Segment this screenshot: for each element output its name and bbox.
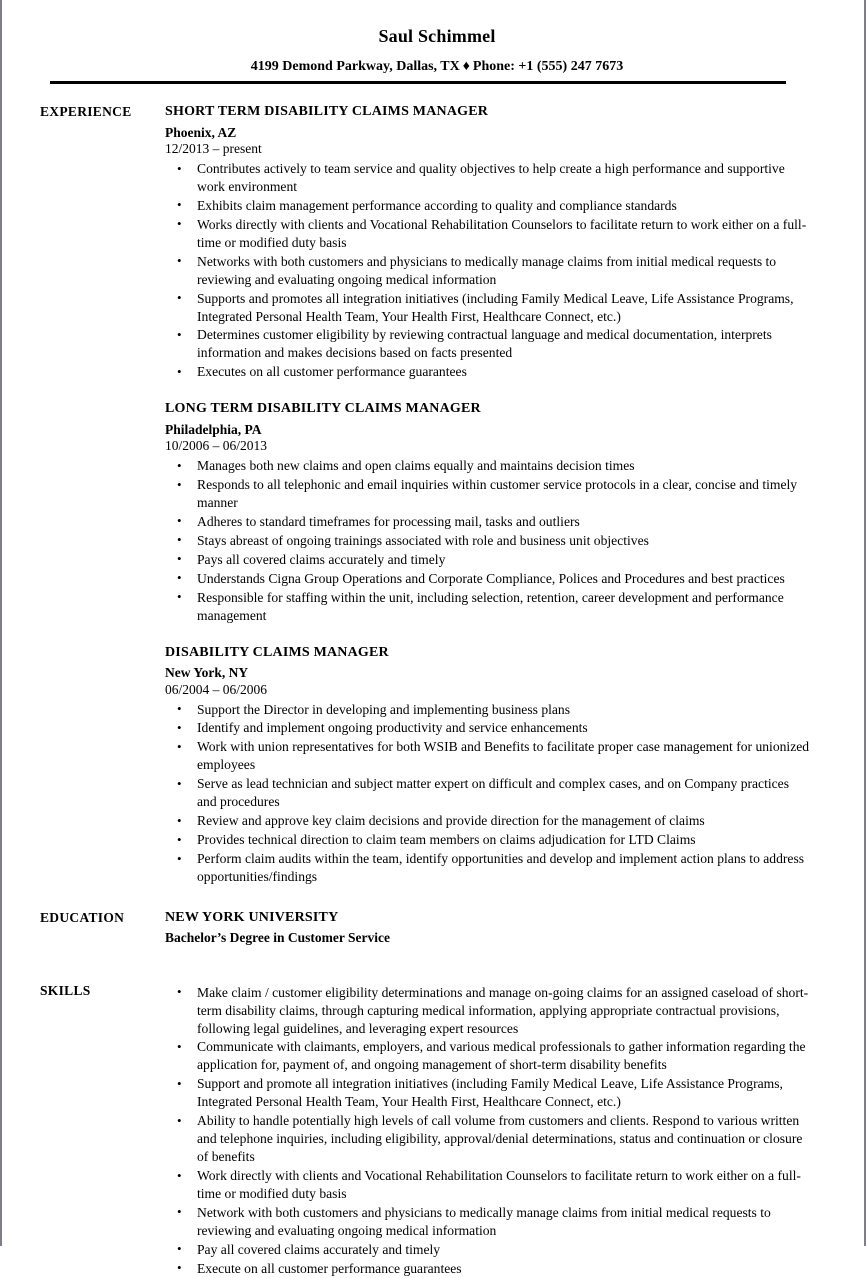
job-bullet-list	[165, 160, 810, 381]
list-item: • Determines customer eligibility by reviewing contractual language and medical documentation, interprets information and makes decisions based on facts presented	[165, 326, 810, 362]
job-bullet-list	[165, 701, 810, 886]
education-entries	[165, 909, 834, 948]
job-title: DISABILITY CLAIMS MANAGER	[165, 644, 389, 660]
education-entry	[165, 909, 810, 948]
contact-phone: Phone: +1 (555) 247 7673	[472, 58, 624, 74]
skills-section	[40, 982, 834, 1278]
education-degree: Bachelor’s Degree in Customer Service	[165, 930, 390, 946]
list-item: • Network with both customers and physicians to medically manage claims from initial medical requests to reviewing and evaluating ongoing medical information	[165, 1204, 810, 1240]
job-bullet-list	[165, 457, 810, 624]
list-item: • Exhibits claim management performance according to quality and compliance standards	[165, 197, 810, 215]
job-location: Philadelphia, PA	[165, 421, 262, 437]
contact-line	[40, 47, 834, 74]
job-title: SHORT TERM DISABILITY CLAIMS MANAGER	[165, 104, 489, 120]
list-item: • Ability to handle potentially high levels of call volume from customers and clients. Respond to various written and telephone inquiries, including eligibility, approval/denial determinations, status and continuation or closure of benefits	[165, 1112, 810, 1166]
list-item: • Perform claim audits within the team, identify opportunities and develop and implement action plans to address opportunities/findings	[165, 850, 810, 886]
experience-entry	[165, 644, 810, 886]
list-item: • Works directly with clients and Vocational Rehabilitation Counselors to facilitate return to work either on a full-time or modified duty basis	[165, 216, 810, 252]
list-item: • Make claim / customer eligibility determinations and manage on-going claims for an assigned caseload of short-term disability claims, through capturing medical information, applying appropriate contractual provisions, following legal guidelines, and leveraging expert resources	[165, 984, 810, 1038]
header-divider	[50, 81, 786, 84]
list-item: • Execute on all customer performance guarantees	[165, 1260, 810, 1278]
section-label-education: EDUCATION	[40, 909, 125, 925]
list-item: • Manages both new claims and open claims equally and maintains decision times	[165, 457, 810, 475]
job-dates: 12/2013 – present	[165, 141, 262, 157]
skills-entries	[165, 982, 834, 1278]
skills-bullet-list	[165, 984, 810, 1278]
list-item: • Work directly with clients and Vocational Rehabilitation Counselors to facilitate return to work either on a full-time or modified duty basis	[165, 1167, 810, 1203]
list-item: • Pay all covered claims accurately and timely	[165, 1241, 810, 1259]
list-item: • Serve as lead technician and subject matter expert on difficult and complex cases, and on Company practices and procedures	[165, 775, 810, 811]
list-item: • Understands Cigna Group Operations and Corporate Compliance, Polices and Procedures and best practices	[165, 570, 810, 588]
list-item: • Provides technical direction to claim team members on claims adjudication for LTD Claims	[165, 831, 810, 849]
list-item: • Responsible for staffing within the unit, including selection, retention, career development and performance management	[165, 589, 810, 625]
list-item: • Responds to all telephonic and email inquiries within customer service protocols in a clear, concise and timely manner	[165, 476, 810, 512]
contact-address: 4199 Demond Parkway, Dallas, TX	[250, 58, 460, 74]
list-item: • Stays abreast of ongoing trainings associated with role and business unit objectives	[165, 532, 810, 550]
list-item: • Identify and implement ongoing productivity and service enhancements	[165, 719, 810, 737]
job-location: Phoenix, AZ	[165, 124, 237, 140]
diamond-separator-icon: ♦	[462, 58, 470, 74]
list-item: • Adheres to standard timeframes for processing mail, tasks and outliers	[165, 513, 810, 531]
list-item: • Work with union representatives for both WSIB and Benefits to facilitate proper case management for unionized employees	[165, 738, 810, 774]
list-item: • Contributes actively to team service and quality objectives to help create a high performance and supportive work environment	[165, 160, 810, 196]
list-item: • Networks with both customers and physicians to medically manage claims from initial medical requests to reviewing and evaluating ongoing medical information	[165, 253, 810, 289]
list-item: • Communicate with claimants, employers, and various medical professionals to gather information regarding the application for, payment of, and ongoing management of short-term disability benefits	[165, 1038, 810, 1074]
page-title: Saul Schimmel	[378, 26, 496, 46]
job-title: LONG TERM DISABILITY CLAIMS MANAGER	[165, 401, 481, 417]
job-dates: 10/2006 – 06/2013	[165, 438, 268, 454]
list-item: • Pays all covered claims accurately and timely	[165, 551, 810, 569]
section-label-experience: EXPERIENCE	[40, 104, 132, 120]
experience-entry	[165, 103, 810, 381]
experience-entry	[165, 400, 810, 624]
experience-entries	[165, 103, 834, 886]
list-item: • Support and promote all integration initiatives (including Family Medical Leave, Life Assistance Programs, Integrated Personal Health Team, Your Health First, Healthcare Connect, etc.)	[165, 1075, 810, 1111]
job-dates: 06/2004 – 06/2006	[165, 681, 268, 697]
list-item: • Review and approve key claim decisions and provide direction for the management of claims	[165, 812, 810, 830]
section-label-skills: SKILLS	[40, 982, 91, 998]
resume-sheet	[8, 0, 858, 1276]
experience-section	[40, 103, 834, 886]
education-section	[40, 909, 834, 948]
list-item: • Executes on all customer performance guarantees	[165, 363, 810, 381]
list-item: • Support the Director in developing and implementing business plans	[165, 701, 810, 719]
education-school: NEW YORK UNIVERSITY	[165, 909, 339, 925]
list-item: • Supports and promotes all integration initiatives (including Family Medical Leave, Life Assistance Programs, Integrated Personal Health Team, Your Health First, Healthcare Connect, etc.)	[165, 290, 810, 326]
job-location: New York, NY	[165, 665, 249, 681]
